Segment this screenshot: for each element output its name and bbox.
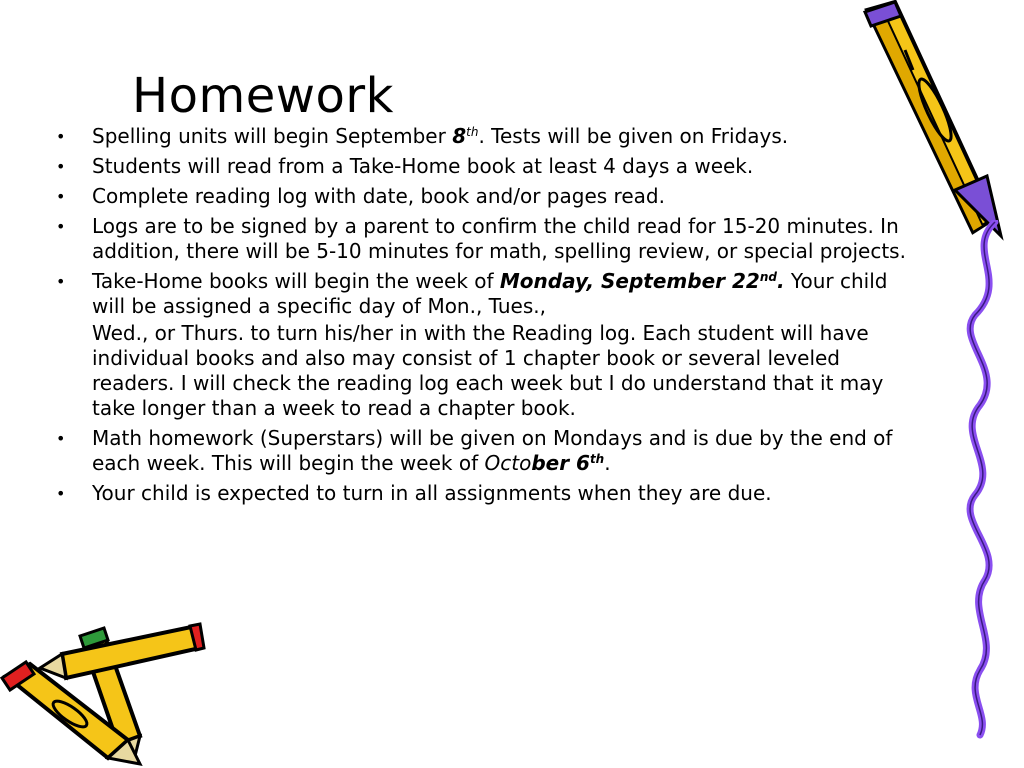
item-text: Logs are to be signed by a parent to confirm the child read for 15-20 minutes. In addition, there will be 5-10 minutes for math, spelling review, or special projects.	[92, 214, 906, 263]
homework-list	[56, 124, 906, 511]
bullet-icon: •	[56, 217, 66, 236]
list-item	[56, 481, 906, 506]
item-text: Wed., or Thurs. to turn his/her in with the Reading log. Each student will have individual books and also may consist of 1 chapter book or several leveled readers. I will check the reading log each week but I do understand that it may take longer than a week to read a chapter book.	[92, 321, 884, 420]
list-item	[56, 184, 906, 209]
item-text: Complete reading log with date, book and/or pages read.	[92, 184, 665, 208]
list-item	[56, 269, 906, 319]
item-text-italic: Octo	[484, 451, 532, 475]
item-text: Your child will be assigned a specific day of Mon., Tues.,	[92, 269, 888, 318]
item-text: Spelling units will begin September	[92, 124, 453, 148]
list-item-continuation	[56, 321, 906, 421]
page-title: Homework	[132, 68, 394, 124]
item-text-emphasis: .	[776, 269, 785, 293]
squiggle-line	[955, 220, 1015, 740]
item-text: Your child is expected to turn in all assignments when they are due.	[92, 481, 772, 505]
item-superscript: th	[589, 452, 605, 466]
bullet-icon: •	[56, 484, 66, 503]
list-item	[56, 154, 906, 179]
item-text-emphasis: Monday, September 22	[499, 269, 760, 293]
item-text: Math homework (Superstars) will be given on Mondays and is due by the end of each week. This will begin the week of	[92, 426, 893, 475]
list-item	[56, 426, 906, 476]
item-text: Students will read from a Take-Home book at least 4 days a week.	[92, 154, 754, 178]
item-superscript: nd	[759, 270, 777, 284]
bullet-icon: •	[56, 157, 66, 176]
list-item	[56, 214, 906, 264]
bullet-icon: •	[56, 272, 66, 291]
item-text: Take-Home books will begin the week of	[92, 269, 500, 293]
bullet-icon: •	[56, 127, 66, 146]
item-text-emphasis: 8	[452, 124, 467, 148]
bullet-icon: •	[56, 187, 66, 206]
item-text: . Tests will be given on Fridays.	[478, 124, 789, 148]
item-superscript: th	[466, 125, 479, 139]
list-item	[56, 124, 906, 149]
item-text: .	[604, 451, 611, 475]
item-text-emphasis: ber 6	[531, 451, 590, 475]
pencils-icon	[0, 618, 210, 768]
bullet-icon: •	[56, 429, 66, 448]
